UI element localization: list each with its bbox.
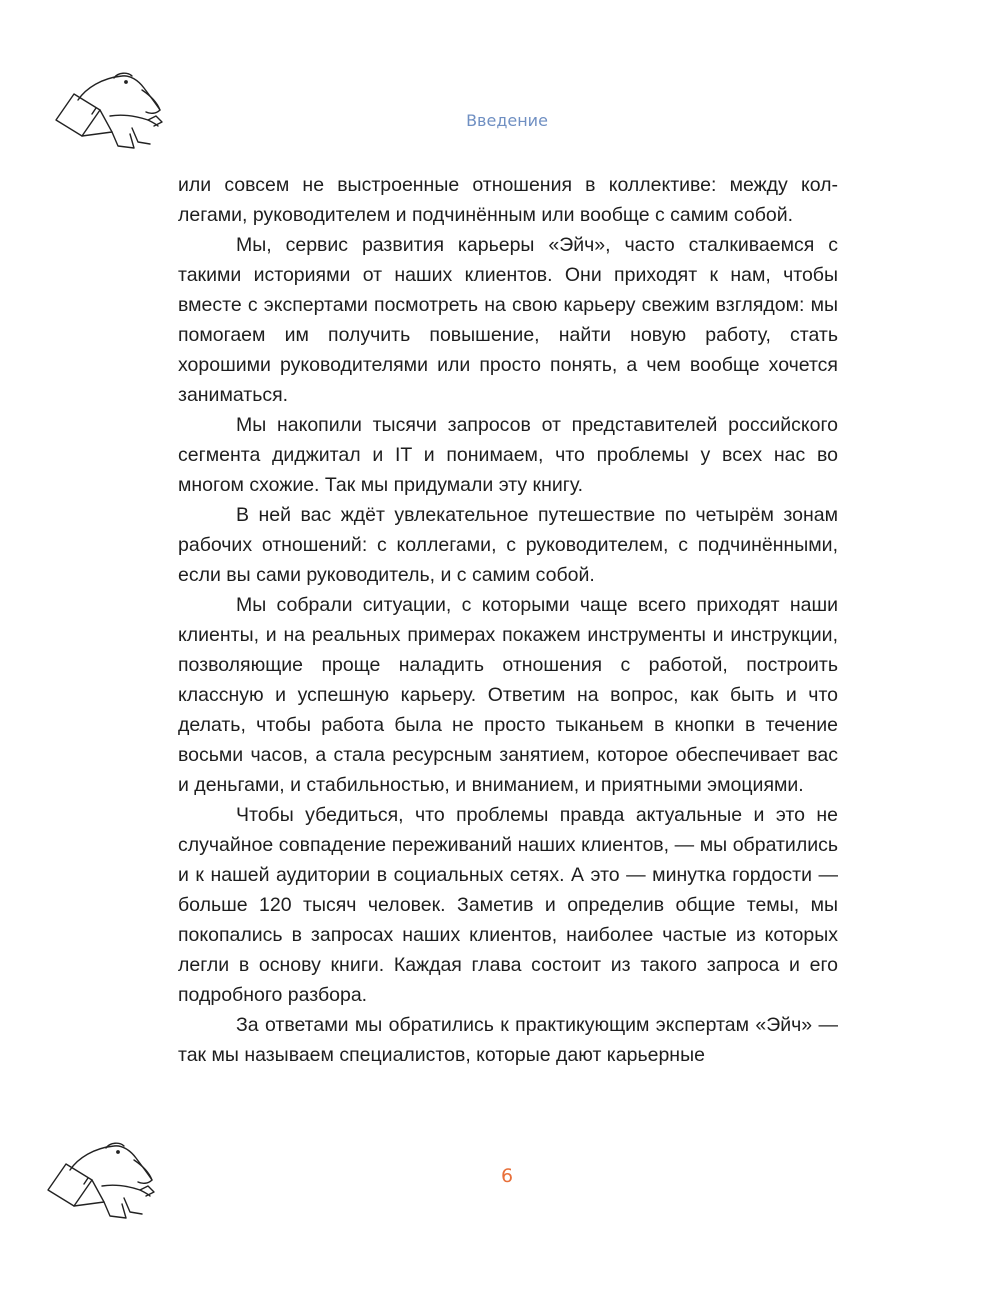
- paragraph: или совсем не выстроенные отношения в коллективе: между коллегами, руководителем и подчинённым или вообще с самим собой.: [178, 174, 838, 226]
- paragraph: Мы, сервис развития карьеры «Эйч», часто сталкиваемся с такими историями от наших клиентов. Они приходят к нам, чтобы вместе с экспертами посмотреть на свою карьеру свежим взглядом: мы помогаем им получить повышение, найти новую работу, стать хорошими руководителями или просто понять, а чем вообще хочется заниматься.: [178, 234, 838, 406]
- paragraph: За ответами мы обратились к практикующим экспертам «Эйч» — так мы называем специалистов, которые дают карьерные: [178, 1014, 838, 1066]
- running-header: [0, 111, 986, 130]
- page-number: 6: [500, 1165, 514, 1187]
- paragraph: Чтобы убедиться, что проблемы правда актуальные и это не случайное совпадение переживаний наших клиентов, — мы обратились и к нашей аудитории в социальных сетях. А это — минутка гордости — больше 120 тысяч человек. Заметив и определив общие темы, мы покопались в запросах наших клиентов, наиболее частые из которых легли в основу книги. Каждая глава состоит из такого запроса и его подробного разбора.: [178, 804, 838, 1006]
- paragraph: Мы накопили тысячи запросов от представителей российского сегмента диджитал и IT и понимаем, что проблемы у всех нас во многом схожие. Так мы придумали эту книгу.: [178, 414, 838, 496]
- chapter-title: Введение: [466, 111, 548, 130]
- paragraph: В ней вас ждёт увлекательное путешествие по четырём зонам рабочих отношений: с коллегами, с руководителем, с подчинёнными, если вы сами руководитель, и с самим собой.: [178, 504, 838, 586]
- page-footer: [0, 1165, 986, 1187]
- paragraph: Мы собрали ситуации, с которыми чаще всего приходят наши клиенты, и на реальных примерах покажем инструменты и инструкции, позволяющие проще наладить отношения с работой, построить классную и успешную карьеру. Ответим на вопрос, как быть и что делать, чтобы работа была не просто тыканьем в кнопки в течение восьми часов, а стала ресурсным занятием, которое обеспечивает вас и деньгами, и стабильностью, и вниманием, и приятными эмоциями.: [178, 594, 838, 796]
- page-body-text: [178, 170, 838, 1070]
